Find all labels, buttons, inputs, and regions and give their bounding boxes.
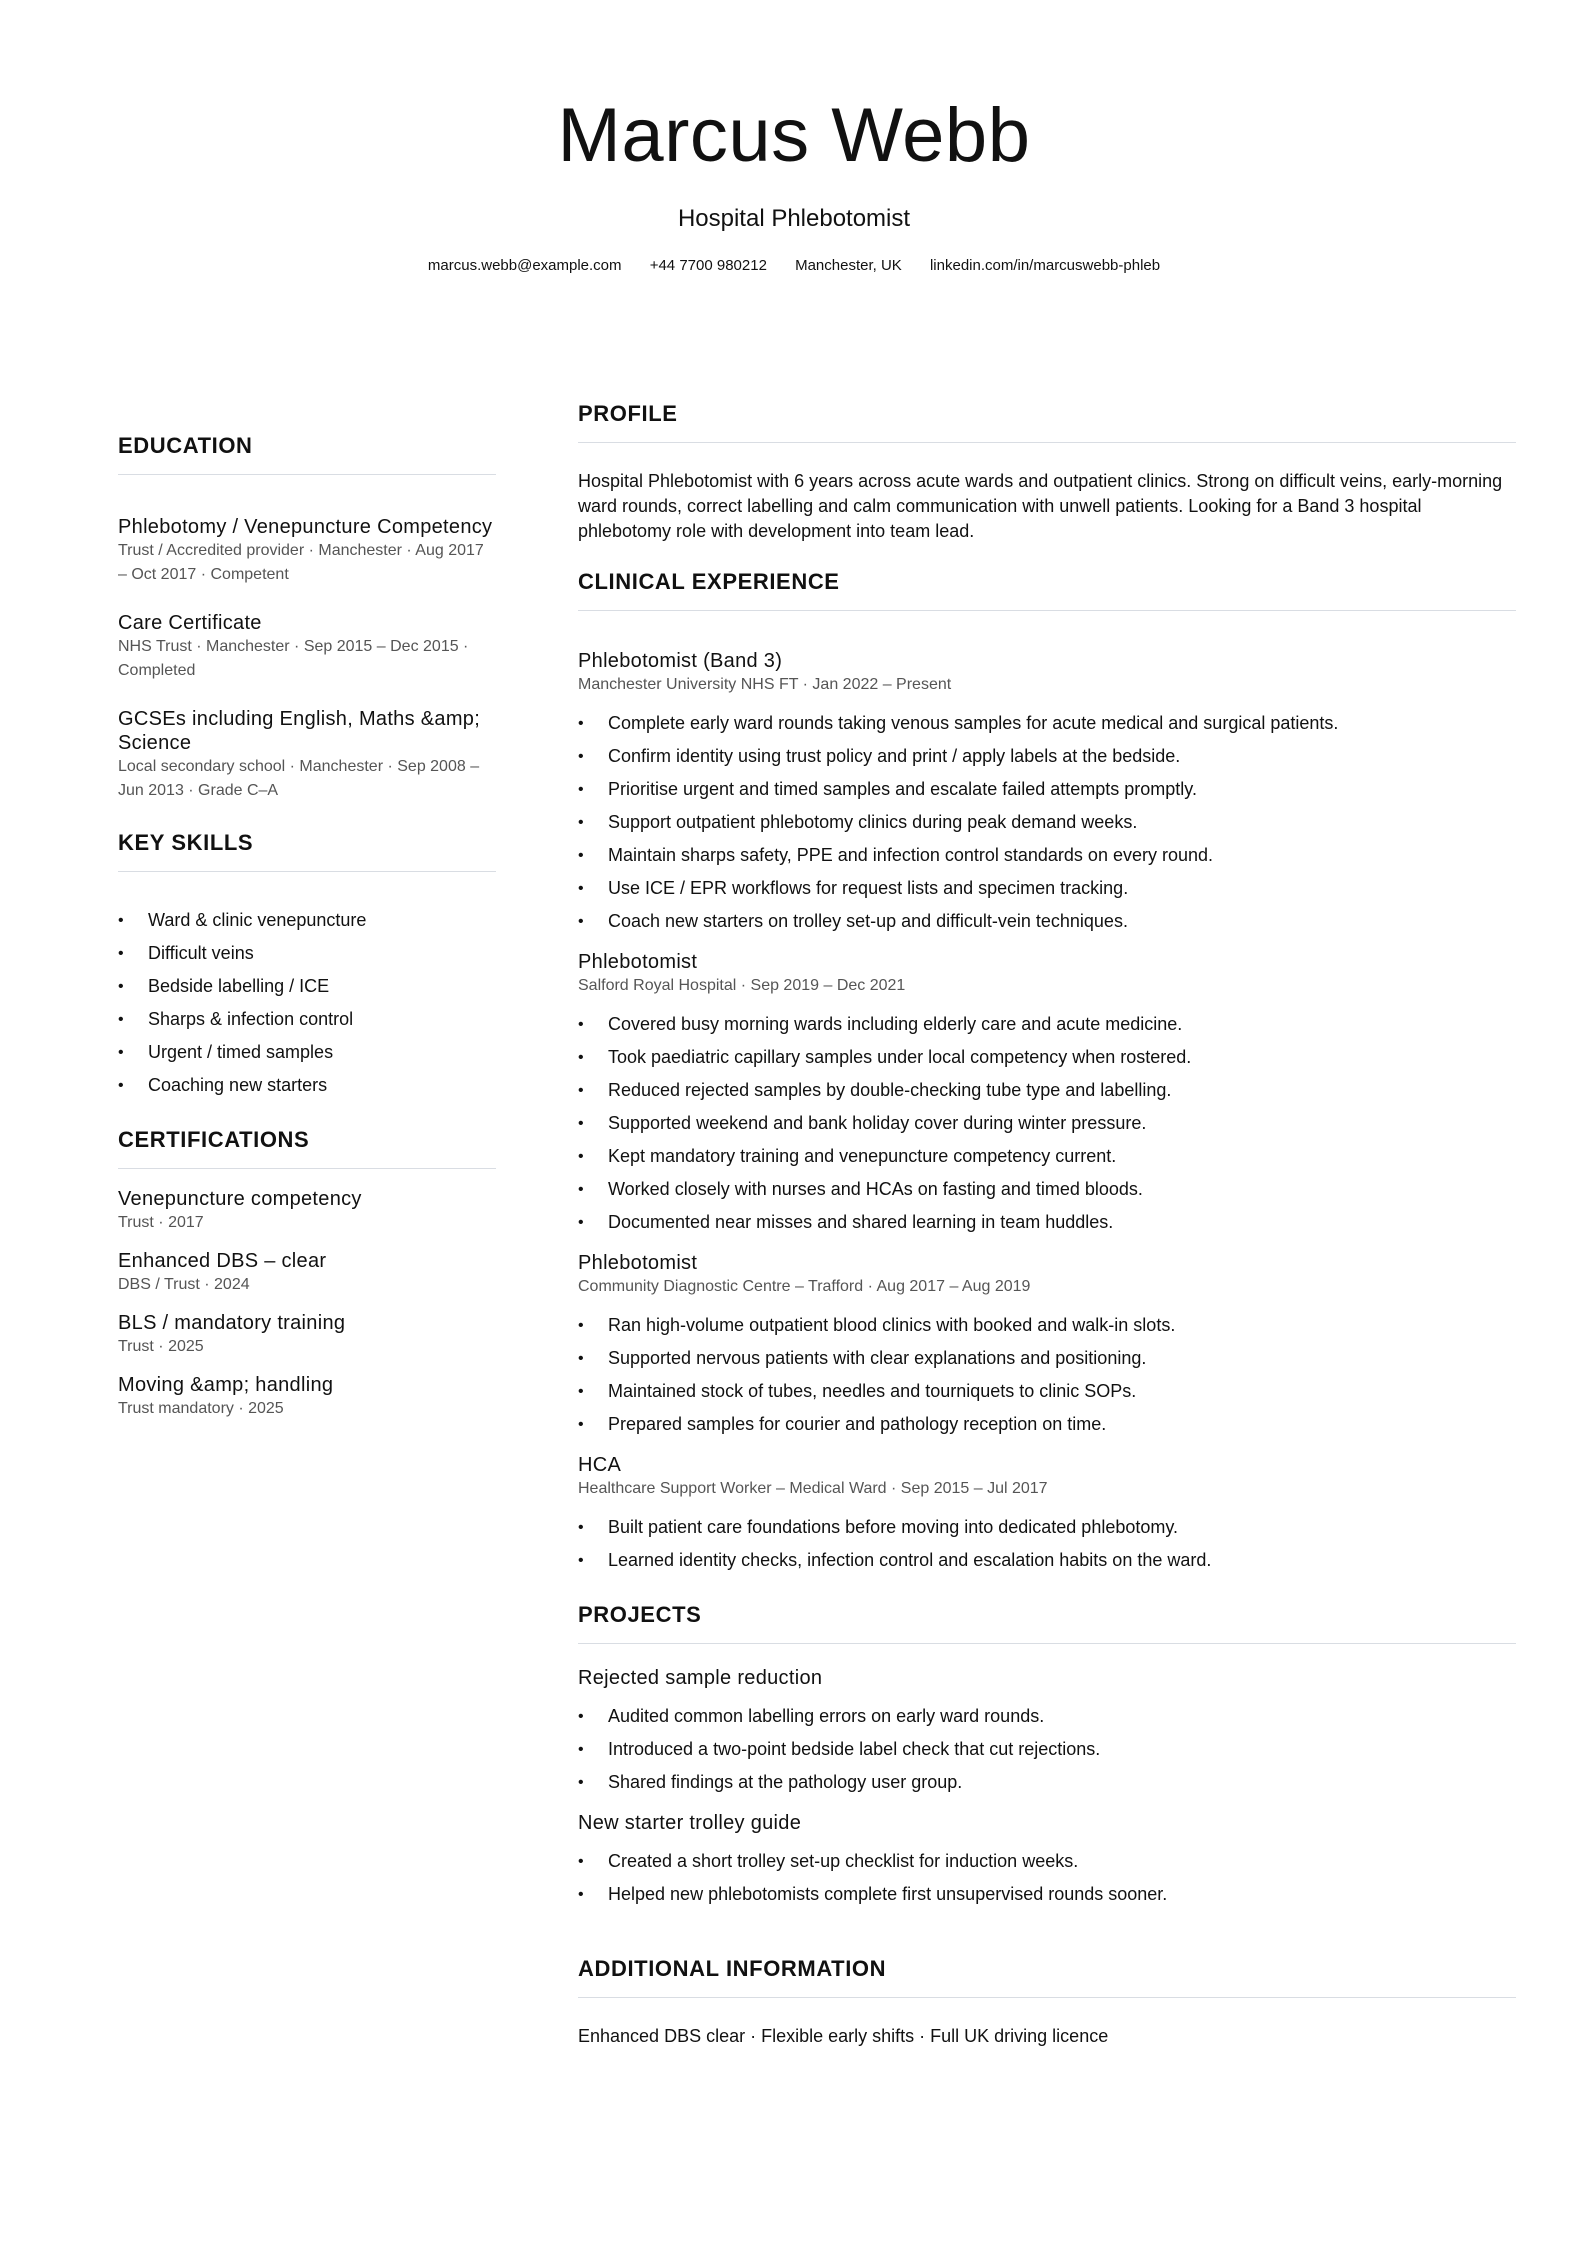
project-bullet: • Introduced a two-point bedside label check that cut rejections.	[578, 1733, 1516, 1766]
job-meta: Healthcare Support Worker – Medical Ward · Sep 2015 – Jul 2017	[578, 1480, 1048, 1497]
bullet-icon: •	[578, 1350, 584, 1367]
education-item-meta: Local secondary school · Manchester · Sep 2008 – Jun 2013 · Grade C–A	[118, 758, 480, 799]
bullet-icon: •	[578, 1552, 584, 1569]
section-divider	[578, 1997, 1516, 1998]
certification-item	[118, 1311, 496, 1359]
bullet-icon: •	[118, 1044, 124, 1061]
job-bullet: • Maintain sharps safety, PPE and infection control standards on every round.	[578, 839, 1516, 872]
job-bullet: • Coach new starters on trolley set-up and difficult-vein techniques.	[578, 905, 1516, 938]
contact-phone: +44 7700 980212	[649, 257, 767, 274]
job-bullet: • Support outpatient phlebotomy clinics during peak demand weeks.	[578, 806, 1516, 839]
job-entry	[578, 950, 1516, 1239]
project-bullet: • Helped new phlebotomists complete first unsupervised rounds sooner.	[578, 1878, 1516, 1911]
skill-item: • Sharps & infection control	[118, 1003, 496, 1036]
experience-section	[578, 568, 1516, 1577]
bullet-icon: •	[578, 1886, 584, 1903]
skill-item: • Difficult veins	[118, 937, 496, 970]
skill-item: • Urgent / timed samples	[118, 1036, 496, 1069]
bullet-icon: •	[578, 1774, 584, 1791]
profile-text: Hospital Phlebotomist with 6 years across acute wards and outpatient clinics. Strong on difficult veins, early-morning ward rounds, correct labelling and calm communication with unwell patients. Looking for a Band 3 hospital phlebotomy role with development into team lead.	[578, 471, 1503, 541]
job-bullet: • Maintained stock of tubes, needles and tourniquets to clinic SOPs.	[578, 1375, 1516, 1408]
bullet-icon: •	[578, 1082, 584, 1099]
job-bullet: • Built patient care foundations before moving into dedicated phlebotomy.	[578, 1511, 1516, 1544]
project-bullet: • Shared findings at the pathology user group.	[578, 1766, 1516, 1799]
contact-linkedin: linkedin.com/in/marcuswebb-phleb	[929, 257, 1161, 274]
project-bullet: • Created a short trolley set-up checklist for induction weeks.	[578, 1845, 1516, 1878]
job-bullets	[578, 1008, 1516, 1239]
bullet-icon: •	[578, 913, 584, 930]
project-title: Rejected sample reduction	[578, 1667, 823, 1689]
education-item-title: Care Certificate	[118, 612, 262, 634]
job-bullet: • Learned identity checks, infection control and escalation habits on the ward.	[578, 1544, 1516, 1577]
job-bullets	[578, 707, 1516, 938]
job-bullet: • Use ICE / EPR workflows for request lists and specimen tracking.	[578, 872, 1516, 905]
job-bullet: • Worked closely with nurses and HCAs on fasting and timed bloods.	[578, 1173, 1516, 1206]
bullet-icon: •	[578, 781, 584, 798]
job-bullet: • Covered busy morning wards including elderly care and acute medicine.	[578, 1008, 1516, 1041]
bullet-icon: •	[578, 1853, 584, 1870]
project-bullets	[578, 1845, 1516, 1911]
project-entry	[578, 1811, 1516, 1911]
project-bullets	[578, 1700, 1516, 1799]
project-bullet: • Audited common labelling errors on early ward rounds.	[578, 1700, 1516, 1733]
bullet-icon: •	[118, 1077, 124, 1094]
section-divider	[578, 1643, 1516, 1644]
section-title-experience: CLINICAL EXPERIENCE	[578, 569, 840, 594]
job-title: Phlebotomist (Band 3)	[578, 650, 783, 672]
bullet-icon: •	[578, 1148, 584, 1165]
section-title-profile: PROFILE	[578, 401, 678, 426]
section-title-skills: KEY SKILLS	[118, 830, 254, 855]
job-bullet: • Ran high-volume outpatient blood clinics with booked and walk-in slots.	[578, 1309, 1516, 1342]
contact-email: marcus.webb@example.com	[427, 257, 622, 274]
certification-title: Venepuncture competency	[118, 1188, 362, 1210]
education-item-title: GCSEs including English, Maths &amp; Science	[118, 708, 481, 754]
bullet-icon: •	[578, 1214, 584, 1231]
job-bullet: • Confirm identity using trust policy and print / apply labels at the bedside.	[578, 740, 1516, 773]
job-bullet: • Kept mandatory training and venepuncture competency current.	[578, 1140, 1516, 1173]
section-divider	[118, 474, 496, 475]
certification-meta: Trust · 2017	[118, 1214, 204, 1231]
profile-section	[578, 400, 1516, 544]
job-bullet: • Complete early ward rounds taking venous samples for acute medical and surgical patients.	[578, 707, 1516, 740]
education-item	[118, 515, 496, 587]
projects-section	[578, 1601, 1516, 1911]
bullet-icon: •	[118, 1011, 124, 1028]
right-column	[578, 400, 1516, 2049]
bullet-icon: •	[578, 847, 584, 864]
section-divider	[578, 442, 1516, 443]
bullet-icon: •	[118, 978, 124, 995]
bullet-icon: •	[578, 1181, 584, 1198]
job-title: Phlebotomist	[578, 1252, 698, 1274]
contact-line	[0, 256, 1588, 276]
bullet-icon: •	[578, 1115, 584, 1132]
certification-item	[118, 1249, 496, 1297]
job-meta: Manchester University NHS FT · Jan 2022 – Present	[578, 676, 952, 693]
job-meta: Community Diagnostic Centre – Trafford · Aug 2017 – Aug 2019	[578, 1278, 1031, 1295]
job-bullet: • Documented near misses and shared learning in team huddles.	[578, 1206, 1516, 1239]
job-entry	[578, 1453, 1516, 1577]
section-title-certifications: CERTIFICATIONS	[118, 1127, 310, 1152]
bullet-icon: •	[578, 880, 584, 897]
certification-meta: DBS / Trust · 2024	[118, 1276, 250, 1293]
job-bullets	[578, 1511, 1516, 1577]
contact-location: Manchester, UK	[795, 257, 902, 274]
bullet-icon: •	[578, 1741, 584, 1758]
job-bullet: • Prioritise urgent and timed samples and escalate failed attempts promptly.	[578, 773, 1516, 806]
bullet-icon: •	[578, 1016, 584, 1033]
certification-item	[118, 1373, 496, 1421]
bullet-icon: •	[578, 814, 584, 831]
bullet-icon: •	[578, 1317, 584, 1334]
bullet-icon: •	[118, 945, 124, 962]
bullet-icon: •	[118, 912, 124, 929]
bullet-icon: •	[578, 1519, 584, 1536]
job-bullets	[578, 1309, 1516, 1441]
certification-title: BLS / mandatory training	[118, 1312, 346, 1334]
certification-meta: Trust · 2025	[118, 1338, 204, 1355]
skills-list	[118, 904, 496, 1102]
skill-item: • Coaching new starters	[118, 1069, 496, 1102]
bullet-icon: •	[578, 1708, 584, 1725]
section-title-projects: PROJECTS	[578, 1602, 702, 1627]
education-item	[118, 611, 496, 683]
skill-item: • Ward & clinic venepuncture	[118, 904, 496, 937]
left-column	[118, 432, 496, 1421]
bullet-icon: •	[578, 748, 584, 765]
job-bullet: • Supported nervous patients with clear explanations and positioning.	[578, 1342, 1516, 1375]
job-title: HCA	[578, 1454, 622, 1476]
job-bullet: • Prepared samples for courier and pathology reception on time.	[578, 1408, 1516, 1441]
skill-item: • Bedside labelling / ICE	[118, 970, 496, 1003]
bullet-icon: •	[578, 1416, 584, 1433]
certification-meta: Trust mandatory · 2025	[118, 1400, 284, 1417]
resume-header	[0, 88, 1588, 276]
job-entry	[578, 1251, 1516, 1441]
candidate-name: Marcus Webb	[557, 93, 1031, 178]
certification-title: Moving &amp; handling	[118, 1374, 334, 1396]
job-entry	[578, 649, 1516, 938]
project-entry	[578, 1666, 1516, 1799]
certifications-section	[118, 1126, 496, 1421]
education-item	[118, 707, 496, 803]
job-title: Hospital Phlebotomist	[677, 205, 911, 232]
bullet-icon: •	[578, 1049, 584, 1066]
education-section	[118, 432, 496, 803]
section-title-additional: ADDITIONAL INFORMATION	[578, 1956, 887, 1981]
bullet-icon: •	[578, 1383, 584, 1400]
section-divider	[578, 610, 1516, 611]
job-bullet: • Took paediatric capillary samples under local competency when rostered.	[578, 1041, 1516, 1074]
skills-section	[118, 829, 496, 1102]
job-bullet: • Reduced rejected samples by double-checking tube type and labelling.	[578, 1074, 1516, 1107]
section-title-education: EDUCATION	[118, 433, 253, 458]
job-bullet: • Supported weekend and bank holiday cover during winter pressure.	[578, 1107, 1516, 1140]
section-divider	[118, 871, 496, 872]
job-title: Phlebotomist	[578, 951, 698, 973]
job-meta: Salford Royal Hospital · Sep 2019 – Dec 2021	[578, 977, 906, 994]
certification-item	[118, 1187, 496, 1235]
project-title: New starter trolley guide	[578, 1812, 802, 1834]
certification-title: Enhanced DBS – clear	[118, 1250, 327, 1272]
education-item-meta: Trust / Accredited provider · Manchester · Aug 2017 – Oct 2017 · Competent	[118, 542, 484, 583]
education-item-title: Phlebotomy / Venepuncture Competency	[118, 516, 493, 538]
additional-section	[578, 1955, 1516, 2049]
bullet-icon: •	[578, 715, 584, 732]
section-divider	[118, 1168, 496, 1169]
education-item-meta: NHS Trust · Manchester · Sep 2015 – Dec 2015 · Completed	[118, 638, 469, 679]
additional-text: Enhanced DBS clear · Flexible early shifts · Full UK driving licence	[578, 2026, 1109, 2046]
